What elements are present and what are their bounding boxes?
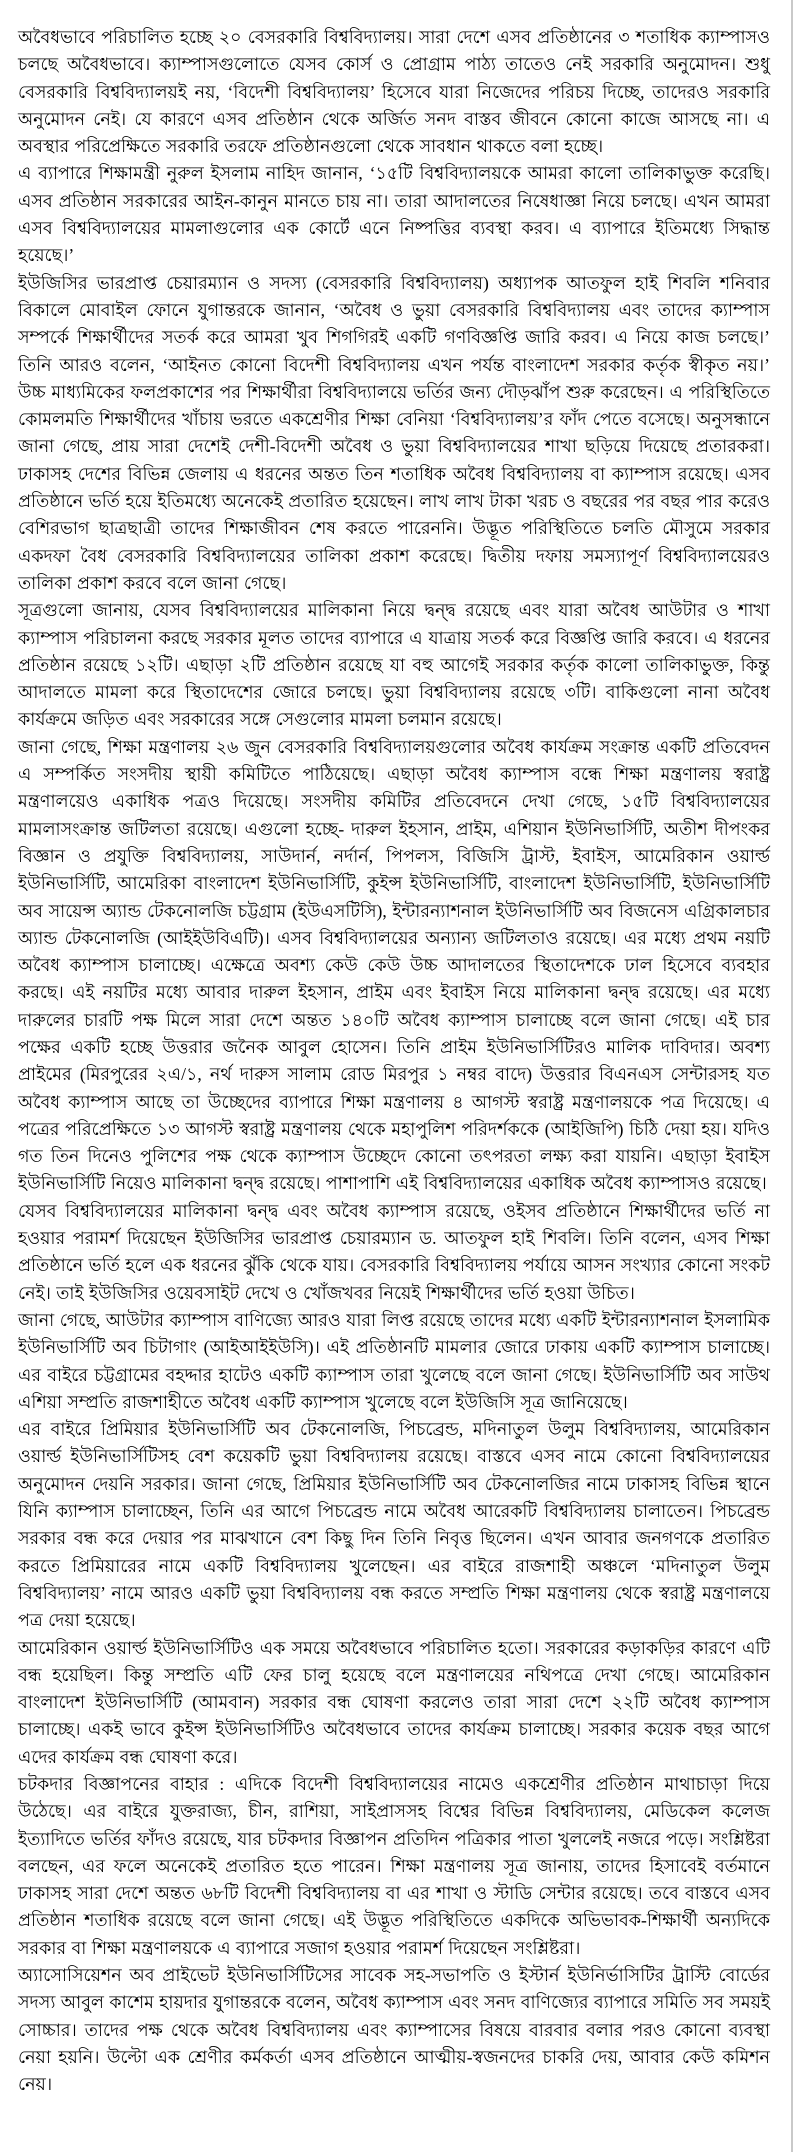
article-paragraph: জানা গেছে, শিক্ষা মন্ত্রণালয় ২৬ জুন বেসরকারি বিশ্ববিদ্যালয়গুলোর অবৈধ কার্যক্রম সংক্রান্ত একটি প্রতিবেদন এ সম্পর্কিত সংসদীয় স্থায়ী কমিটিতে পাঠিয়েছে। এছাড়া অবৈধ ক্যাম্পাস বন্ধে শিক্ষা মন্ত্রণালয় স্বরাষ্ট্র মন্ত্রণালয়েও একাধিক পত্রও দিয়েছে। সংসদীয় কমিটির প্রতিবেদনে দেখা গেছে, ১৫টি বিশ্ববিদ্যালয়ের মামলাসংক্রান্ত জটিলতা রয়েছে। এগুলো হচ্ছে- দারুল ইহসান, প্রাইম, এশিয়ান ইউনিভার্সিটি, অতীশ দীপংকর বিজ্ঞান ও প্রযুক্তি বিশ্ববিদ্যালয়, সাউদার্ন, নর্দার্ন, পিপলস, বিজিসি ট্রাস্ট, ইবাইস, আমেরিকান ওয়ার্ল্ড ইউনিভার্সিটি, আমেরিকা বাংলাদেশ ইউনিভার্সিটি, কুইন্স ইউনিভার্সিটি, বাংলাদেশ ইউনিভার্সিটি, ইউনিভার্সিটি অব সায়েন্স অ্যান্ড টেকনোলজি চট্টগ্রাম (ইউএসটিসি), ইন্টারন্যাশনাল ইউনিভার্সিটি অব বিজনেস এগ্রিকালচার অ্যান্ড টেকনোলজি (আইইউবিএটি)। এসব বিশ্ববিদ্যালয়ের অন্যান্য জটিলতাও রয়েছে। এর মধ্যে প্রথম নয়টি অবৈধ ক্যাম্পাস চালাচ্ছে। এক্ষেত্রে অবশ্য কেউ কেউ উচ্চ আদালতের স্থিতাদেশকে ঢাল হিসেবে ব্যবহার করছে। এই নয়টির মধ্যে আবার দারুল ইহসান, প্রাইম এবং ইবাইস নিয়ে মালিকানা দ্বন্দ্ব রয়েছে। এর মধ্যে দারুলের চারটি পক্ষ মিলে সারা দেশে অন্তত ১৪০টি অবৈধ ক্যাম্পাস চালাচ্ছে বলে জানা গেছে। এই চার পক্ষের একটি হচ্ছে উত্তরার জনৈক আবুল হোসেন। তিনি প্রাইম ইউনিভার্সিটিরও মালিক দাবিদার। অবশ্য প্রাইমের (মিরপুরের ২এ/১, নর্থ দারুস সালাম রোড মিরপুর ১ নম্বর বাদে) উত্তরার বিএনএস সেন্টারসহ যত অবৈধ ক্যাম্পাস আছে তা উচ্ছেদের ব্যাপারে শিক্ষা মন্ত্রণালয় ৪ আগস্ট স্বরাষ্ট্র মন্ত্রণালয়কে পত্র দিয়েছে। এ পত্রের পরিপ্রেক্ষিতে ১৩ আগস্ট স্বরাষ্ট্র মন্ত্রণালয় থেকে মহাপুলিশ পরিদর্শককে (আইজিপি) চিঠি দেয়া হয়। যদিও গত তিন দিনেও পুলিশের পক্ষ থেকে ক্যাম্পাস উচ্ছেদে কোনো তৎপরতা লক্ষ্য করা যায়নি। এছাড়া ইবাইস ইউনিভার্সিটি নিয়েও মালিকানা দ্বন্দ্ব রয়েছে। পাশাপাশি এই বিশ্ববিদ্যালয়ের একাধিক অবৈধ ক্যাম্পাসও রয়েছে। <box>18 736 770 1194</box>
article-paragraph: এর বাইরে প্রিমিয়ার ইউনিভার্সিটি অব টেকনোলজি, পিচব্রেন্ড, মদিনাতুল উলুম বিশ্ববিদ্যালয়, আমেরিকান ওয়ার্ল্ড ইউনিভার্সিটিসহ বেশ কয়েকটি ভুয়া বিশ্ববিদ্যালয় রয়েছে। বাস্তবে এসব নামে কোনো বিশ্ববিদ্যালয়ের অনুমোদন দেয়নি সরকার। জানা গেছে, প্রিমিয়ার ইউনিভার্সিটি অব টেকনোলজির নামে ঢাকাসহ বিভিন্ন স্থানে যিনি ক্যাম্পাস চালাচ্ছেন, তিনি এর আগে পিচব্রেন্ড নামে অবৈধ আরেকটি বিশ্ববিদ্যালয় চালাতেন। পিচব্রেন্ড সরকার বন্ধ করে দেয়ার পর মাঝখানে বেশ কিছু দিন তিনি নিবৃত্ত ছিলেন। এখন আবার জনগণকে প্রতারিত করতে প্রিমিয়ারের নামে একটি বিশ্ববিদ্যালয় খুলেছেন। এর বাইরে রাজশাহী অঞ্চলে ‘মদিনাতুল উলুম বিশ্ববিদ্যালয়’ নামে আরও একটি ভুয়া বিশ্ববিদ্যালয় বন্ধ করতে সম্প্রতি শিক্ষা মন্ত্রণালয় থেকে স্বরাষ্ট্র মন্ত্রণালয়ে পত্র দেয়া হয়েছে। <box>18 1419 770 1631</box>
article-paragraph: ইউজিসির ভারপ্রাপ্ত চেয়ারম্যান ও সদস্য (বেসরকারি বিশ্ববিদ্যালয়) অধ্যাপক আতফুল হাই শিবলি শনিবার বিকালে মোবাইল ফোনে যুগান্তরকে জানান, ‘অবৈধ ও ভুয়া বেসরকারি বিশ্ববিদ্যালয় এবং তাদের ক্যাম্পাস সম্পর্কে শিক্ষার্থীদের সতর্ক করে আমরা খুব শিগগিরই একটি গণবিজ্ঞপ্তি জারি করব। এ নিয়ে কাজ চলছে।’ তিনি আরও বলেন, ‘আইনত কোনো বিদেশী বিশ্ববিদ্যালয় এখন পর্যন্ত বাংলাদেশ সরকার কর্তৃক স্বীকৃত নয়।’ উচ্চ মাধ্যমিকের ফলপ্রকাশের পর শিক্ষার্থীরা বিশ্ববিদ্যালয়ে ভর্তির জন্য দৌড়ঝাঁপ শুরু করেছেন। এ পরিস্থিতিতে কোমলমতি শিক্ষার্থীদের খাঁচায় ভরতে একশ্রেণীর শিক্ষা বেনিয়া ‘বিশ্ববিদ্যালয়’র ফাঁদ পেতে বসেছে। অনুসন্ধানে জানা গেছে, প্রায় সারা দেশেই দেশী-বিদেশী অবৈধ ও ভুয়া বিশ্ববিদ্যালয়ের শাখা ছড়িয়ে দিয়েছে প্রতারকরা। ঢাকাসহ দেশের বিভিন্ন জেলায় এ ধরনের অন্তত তিন শতাধিক অবৈধ বিশ্ববিদ্যালয় বা ক্যাম্পাস রয়েছে। এসব প্রতিষ্ঠানে ভর্তি হয়ে ইতিমধ্যে অনেকেই প্রতারিত হয়েছেন। লাখ লাখ টাকা খরচ ও বছরের পর বছর পার করেও বেশিরভাগ ছাত্রছাত্রী তাদের শিক্ষাজীবন শেষ করতে পারেননি। উদ্ভূত পরিস্থিতিতে চলতি মৌসুমে সরকার একদফা বৈধ বেসরকারি বিশ্ববিদ্যালয়ের তালিকা প্রকাশ করেছে। দ্বিতীয় দফায় সমস্যাপূর্ণ বিশ্ববিদ্যালয়েরও তালিকা প্রকাশ করবে বলে জানা গেছে। <box>18 272 770 593</box>
article-paragraph: সূত্রগুলো জানায়, যেসব বিশ্ববিদ্যালয়ের মালিকানা নিয়ে দ্বন্দ্ব রয়েছে এবং যারা অবৈধ আউটার ও শাখা ক্যাম্পাস পরিচালনা করছে সরকার মূলত তাদের ব্যাপারে এ যাত্রায় সতর্ক করে বিজ্ঞপ্তি জারি করবে। এ ধরনের প্রতিষ্ঠান রয়েছে ১২টি। এছাড়া ২টি প্রতিষ্ঠান রয়েছে যা বহু আগেই সরকার কর্তৃক কালো তালিকাভুক্ত, কিন্তু আদালতে মামলা করে স্থিতাদেশের জোরে চলছে। ভুয়া বিশ্ববিদ্যালয় রয়েছে ৩টি। বাকিগুলো নানা অবৈধ কার্যক্রমে জড়িত এবং সরকারের সঙ্গে সেগুলোর মামলা চলমান রয়েছে। <box>18 600 770 730</box>
article-paragraph: এ ব্যাপারে শিক্ষামন্ত্রী নুরুল ইসলাম নাহিদ জানান, ‘১৫টি বিশ্ববিদ্যালয়কে আমরা কালো তালিকাভুক্ত করেছি। এসব প্রতিষ্ঠান সরকারের আইন-কানুন মানতে চায় না। তারা আদালতের নিষেধাজ্ঞা নিয়ে চলছে। এখন আমরা এসব বিশ্ববিদ্যালয়ের মামলাগুলোর এক কোর্টে এনে নিষ্পত্তির ব্যবস্থা করব। এ ব্যাপারে ইতিমধ্যে সিদ্ধান্ত হয়েছে।’ <box>18 163 770 266</box>
article-paragraph: যেসব বিশ্ববিদ্যালয়ের মালিকানা দ্বন্দ্ব এবং অবৈধ ক্যাম্পাস রয়েছে, ওইসব প্রতিষ্ঠানে শিক্ষার্থীদের ভর্তি না হওয়ার পরামর্শ দিয়েছেন ইউজিসির ভারপ্রাপ্ত চেয়ারম্যান ড. আতফুল হাই শিবলি। তিনি বলেন, এসব শিক্ষা প্রতিষ্ঠানে ভর্তি হলে এক ধরনের ঝুঁকি থেকে যায়। বেসরকারি বিশ্ববিদ্যালয় পর্যায়ে আসন সংখ্যার কোনো সংকট নেই। তাই ইউজিসির ওয়েবসাইট দেখে ও খোঁজখবর নিয়েই শিক্ষার্থীদের ভর্তি হওয়া উচিত। <box>18 1200 770 1303</box>
article-paragraph: অবৈধভাবে পরিচালিত হচ্ছে ২০ বেসরকারি বিশ্ববিদ্যালয়। সারা দেশে এসব প্রতিষ্ঠানের ৩ শতাধিক ক্যাম্পাসও চলছে অবৈধভাবে। ক্যাম্পাসগুলোতে যেসব কোর্স ও প্রোগ্রাম পাঠ্য তাতেও নেই সরকারি অনুমোদন। শুধু বেসরকারি বিশ্ববিদ্যালয়ই নয়, ‘বিদেশী বিশ্ববিদ্যালয়’ হিসেবে যারা নিজেদের পরিচয় দিচ্ছে, তাদেরও সরকারি অনুমোদন নেই। যে কারণে এসব প্রতিষ্ঠান থেকে অর্জিত সনদ বাস্তব জীবনে কোনো কাজে আসছে না। এ অবস্থার পরিপ্রেক্ষিতে সরকারি তরফে প্রতিষ্ঠানগুলো থেকে সাবধান থাকতে বলা হচ্ছে। <box>18 27 770 157</box>
article-paragraph: চটকদার বিজ্ঞাপনের বাহার : এদিকে বিদেশী বিশ্ববিদ্যালয়ের নামেও একশ্রেণীর প্রতিষ্ঠান মাথাচাড়া দিয়ে উঠেছে। এর বাইরে যুক্তরাজ্য, চীন, রাশিয়া, সাইপ্রাসসহ বিশ্বের বিভিন্ন বিশ্ববিদ্যালয়, মেডিকেল কলেজ ইত্যাদিতে ভর্তির ফাঁদও রয়েছে, যার চটকদার বিজ্ঞাপন প্রতিদিন পত্রিকার পাতা খুললেই নজরে পড়ে। সংশ্লিষ্টরা বলছেন, এর ফলে অনেকেই প্রতারিত হতে পারেন। শিক্ষা মন্ত্রণালয় সূত্র জানায়, তাদের হিসাবেই বর্তমানে ঢাকাসহ সারা দেশে অন্তত ৬৮টি বিদেশী বিশ্ববিদ্যালয় বা এর শাখা ও স্টাডি সেন্টার রয়েছে। তবে বাস্তবে এসব প্রতিষ্ঠান শতাধিক রয়েছে বলে জানা গেছে। এই উদ্ভূত পরিস্থিতিতে একদিকে অভিভাবক-শিক্ষার্থী অন্যদিকে সরকার বা শিক্ষা মন্ত্রণালয়কে এ ব্যাপারে সজাগ হওয়ার পরামর্শ দিয়েছেন সংশ্লিষ্টরা। <box>18 1774 770 1958</box>
article-paragraph: আমেরিকান ওয়ার্ল্ড ইউনিভার্সিটিও এক সময়ে অবৈধভাবে পরিচালিত হতো। সরকারের কড়াকড়ির কারণে এটি বন্ধ হয়েছিল। কিন্তু সম্প্রতি এটি ফের চালু হয়েছে বলে মন্ত্রণালয়ের নথিপত্রে দেখা গেছে। আমেরিকান বাংলাদেশ ইউনিভার্সিটি (আমবান) সরকার বন্ধ ঘোষণা করলেও তারা সারা দেশে ২২টি অবৈধ ক্যাম্পাস চালাচ্ছে। একই ভাবে কুইন্স ইউনিভার্সিটিও অবৈধভাবে তাদের কার্যক্রম চালাচ্ছে। সরকার কয়েক বছর আগে এদের কার্যক্রম বন্ধ ঘোষণা করে। <box>18 1637 770 1767</box>
article-paragraph: জানা গেছে, আউটার ক্যাম্পাস বাণিজ্যে আরও যারা লিপ্ত রয়েছে তাদের মধ্যে একটি ইন্টারন্যাশনাল ইসলামিক ইউনিভার্সিটি অব চিটাগাং (আইআইইউসি)। এই প্রতিষ্ঠানটি মামলার জোরে ঢাকায় একটি ক্যাম্পাস চালাচ্ছে। এর বাইরে চট্টগ্রামের বহদ্দার হাটেও একটি ক্যাম্পাস তারা খুলেছে বলে জানা গেছে। ইউনিভার্সিটি অব সাউথ এশিয়া সম্প্রতি রাজশাহীতে অবৈধ একটি ক্যাম্পাস খুলেছে বলে ইউজিসি সূত্র জানিয়েছে। <box>18 1309 770 1412</box>
article-paragraph: অ্যাসোসিয়েশন অব প্রাইভেট ইউনিভার্সিটিসের সাবেক সহ-সভাপতি ও ইস্টার্ন ইউনির্ভাসিটির ট্রাস্টি বোর্ডের সদস্য আবুল কাশেম হায়দার যুগান্তরকে বলেন, অবৈধ ক্যাম্পাস এবং সনদ বাণিজ্যের ব্যাপারে সমিতি সব সময়ই সোচ্চার। তাদের পক্ষ থেকে অবৈধ বিশ্ববিদ্যালয় এবং ক্যাম্পাসের বিষয়ে বারবার বলার পরও কোনো ব্যবস্থা নেয়া হয়নি। উল্টো এক শ্রেণীর কর্মকর্তা এসব প্রতিষ্ঠানে আত্মীয়-স্বজনদের চাকরি দেয়, আবার কেউ কমিশন নেয়। <box>18 1965 770 2095</box>
content-right-border <box>791 0 793 2152</box>
